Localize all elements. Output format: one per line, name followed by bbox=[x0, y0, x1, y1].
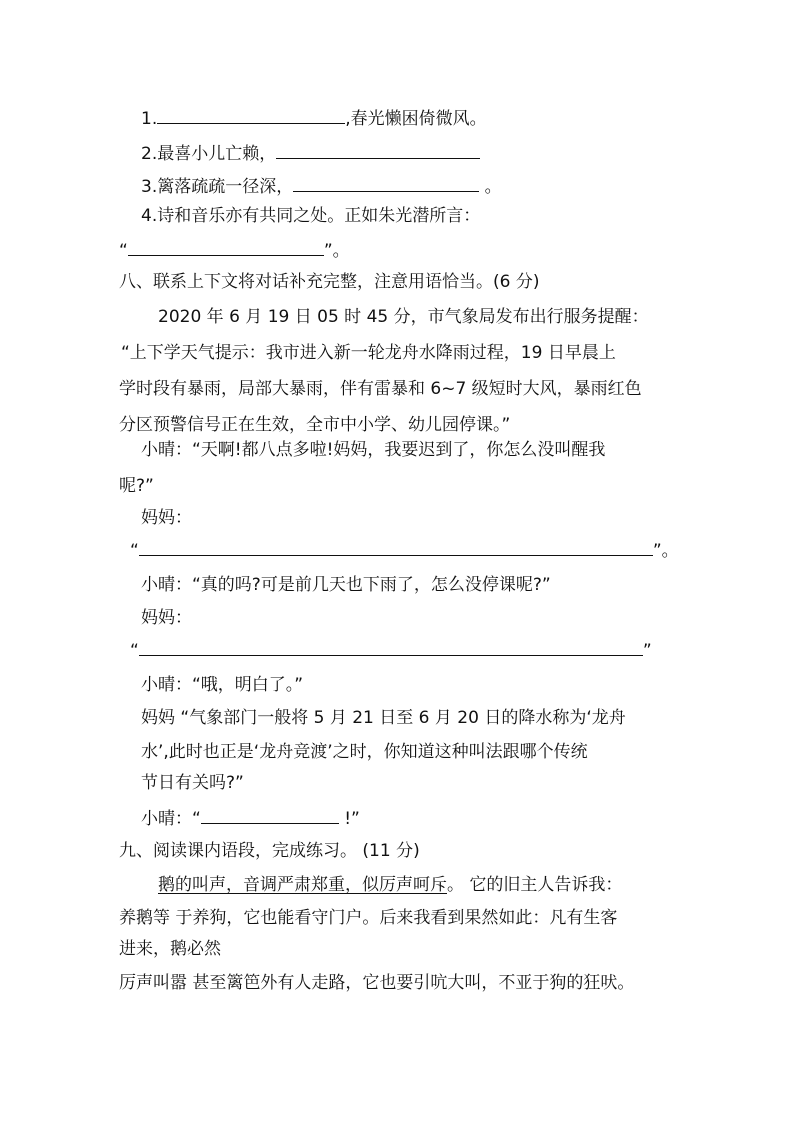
q9-passage-line-4: 厉声叫嚣 甚至篱笆外有人走路，它也要引吭大叫，不亚于狗的狂吠。 bbox=[119, 973, 635, 993]
q7-item-4-answer bbox=[119, 238, 350, 262]
dialog-xiaoqing-1a: 小晴：“天啊!都八点多啦!妈妈，我要迟到了，你怎么没叫醒我 bbox=[141, 440, 606, 460]
q9-passage-line-3: 进来，鹅必然 bbox=[119, 939, 221, 959]
answer-blank[interactable] bbox=[201, 806, 339, 824]
punctuation: 。 bbox=[479, 177, 502, 197]
dialog-xiaoqing-3: 小晴：“哦，明白了。” bbox=[141, 675, 304, 695]
q8-paragraph-line-4: 分区预警信号正在生效，全市中小学、幼儿园停课。” bbox=[119, 415, 511, 435]
open-quote: “ bbox=[130, 641, 139, 661]
close-quote: ”。 bbox=[652, 541, 679, 561]
answer-blank[interactable] bbox=[276, 141, 480, 159]
open-quote: “ bbox=[119, 241, 128, 261]
section-heading: 九、阅读课内语段，完成练习。 (11 分) bbox=[119, 841, 420, 861]
q7-item-2 bbox=[141, 141, 480, 165]
q8-paragraph-line-2: “上下学天气提示：我市进入新一轮龙舟水降雨过程，19 日早晨上 bbox=[121, 343, 616, 363]
close-quote: !” bbox=[338, 809, 360, 829]
dialog-mama-2-answer bbox=[130, 638, 652, 662]
item-number: 1. bbox=[141, 109, 158, 129]
dialog-mama-3a: 妈妈 “气象部门一般将 5 月 21 日至 6 月 20 日的降水称为‘龙舟 bbox=[141, 708, 626, 728]
speaker-text: 小晴：“ bbox=[141, 809, 201, 829]
dialog-mama-2-label: 妈妈： bbox=[141, 608, 192, 628]
dialog-xiaoqing-2: 小晴：“真的吗?可是前几天也下雨了，怎么没停课呢?” bbox=[141, 575, 551, 595]
open-quote: “ bbox=[130, 541, 139, 561]
answer-blank[interactable] bbox=[128, 238, 324, 256]
q8-heading bbox=[119, 271, 539, 293]
dialog-mama-1-label: 妈妈： bbox=[141, 508, 192, 528]
answer-blank[interactable] bbox=[139, 638, 643, 656]
underlined-sentence: 鹅的叫声，音调严肃郑重，似厉声呵斥 bbox=[158, 875, 447, 895]
q8-paragraph-line-3: 学时段有暴雨，局部大暴雨，伴有雷暴和 6~7 级短时大风，暴雨红色 bbox=[119, 379, 642, 399]
dialog-xiaoqing-4 bbox=[141, 806, 360, 830]
q9-passage-line-2: 养鹅等 于养狗，它也能看守门户。后来我看到果然如此：凡有生客 bbox=[119, 908, 618, 928]
q9-passage-line-1 bbox=[158, 874, 622, 896]
poem-line: 2.最喜小儿亡赖， bbox=[141, 144, 277, 164]
q9-heading bbox=[119, 840, 420, 862]
poem-line: ,春光懒困倚微风。 bbox=[345, 109, 487, 129]
dialog-xiaoqing-1b: 呢?” bbox=[119, 476, 154, 496]
question-text: 4.诗和音乐亦有共同之处。正如朱光潜所言： bbox=[141, 206, 481, 226]
dialog-mama-1-answer bbox=[130, 538, 679, 562]
passage-text: 。 它的旧主人告诉我： bbox=[447, 875, 623, 895]
answer-blank[interactable] bbox=[157, 106, 345, 124]
answer-blank[interactable] bbox=[293, 174, 479, 192]
close-quote: ”。 bbox=[323, 241, 350, 261]
close-quote: ” bbox=[642, 641, 652, 661]
dialog-mama-3b: 水’,此时也正是‘龙舟竞渡’之时，你知道这种叫法跟哪个传统 bbox=[141, 742, 588, 762]
poem-line: 3.篱落疏疏一径深， bbox=[141, 177, 294, 197]
section-heading: 八、联系上下文将对话补充完整，注意用语恰当。(6 分) bbox=[119, 272, 540, 292]
dialog-mama-3c: 节日有关吗?” bbox=[141, 773, 244, 793]
q8-paragraph-line-1: 2020 年 6 月 19 日 05 时 45 分，市气象局发布出行服务提醒： bbox=[158, 307, 649, 327]
answer-blank[interactable] bbox=[139, 538, 653, 556]
q7-item-3 bbox=[141, 174, 502, 198]
q7-item-1 bbox=[141, 106, 487, 130]
q7-item-4 bbox=[141, 205, 480, 227]
